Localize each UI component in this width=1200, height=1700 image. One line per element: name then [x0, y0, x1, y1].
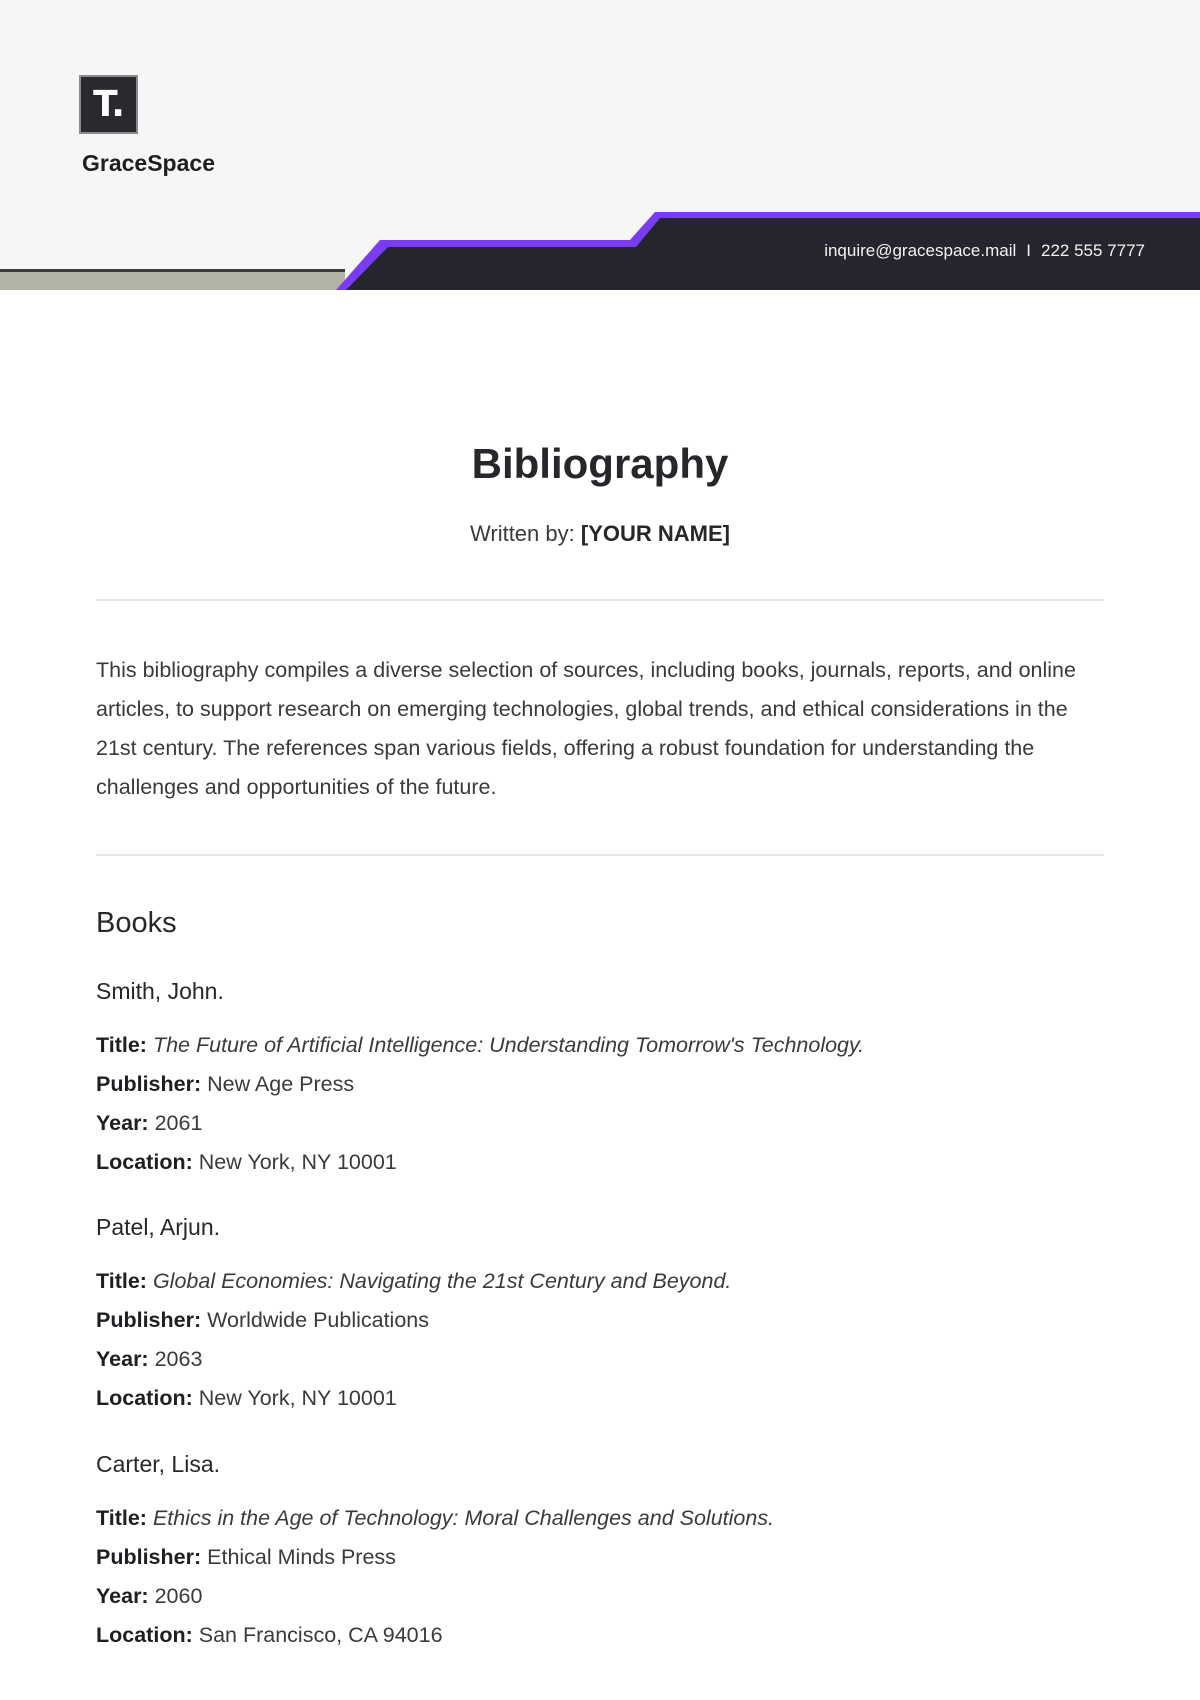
- book-year: 2060: [154, 1584, 203, 1608]
- section-title-books: Books: [96, 907, 177, 939]
- book-publisher-row: [96, 1301, 1104, 1340]
- book-location-row: [96, 1143, 1104, 1182]
- contact-email[interactable]: inquire@gracespace.mail: [824, 241, 1017, 260]
- book-location-row: [96, 1616, 1104, 1655]
- field-label-location: Location:: [96, 1623, 193, 1647]
- left-band-stripe: [0, 270, 345, 290]
- field-label-location: Location:: [96, 1150, 193, 1174]
- book-title: Global Economies: Navigating the 21st Century and Beyond.: [152, 1269, 732, 1293]
- book-year-row: [96, 1340, 1104, 1379]
- letterhead: [0, 0, 1200, 290]
- byline-name: [YOUR NAME]: [580, 521, 730, 546]
- field-label-title: Title:: [96, 1506, 147, 1530]
- field-label-year: Year:: [96, 1347, 149, 1371]
- book-location-row: [96, 1379, 1104, 1418]
- field-label-title: Title:: [96, 1269, 147, 1293]
- book-title-row: [96, 1262, 1104, 1301]
- book-entry: [96, 1449, 1104, 1655]
- book-title: Ethics in the Age of Technology: Moral Challenges and Solutions.: [152, 1506, 775, 1530]
- book-title: The Future of Artificial Intelligence: Understanding Tomorrow's Technology.: [152, 1033, 865, 1057]
- book-year-row: [96, 1104, 1104, 1143]
- company-logo: [79, 75, 138, 134]
- book-publisher: Ethical Minds Press: [207, 1545, 396, 1569]
- book-publisher-row: [96, 1538, 1104, 1577]
- field-label-title: Title:: [96, 1033, 147, 1057]
- field-label-year: Year:: [96, 1111, 149, 1135]
- book-entry: [96, 976, 1104, 1182]
- left-band-line: [0, 269, 345, 272]
- byline: [96, 521, 1104, 547]
- divider: [96, 854, 1104, 856]
- book-publisher: Worldwide Publications: [207, 1308, 430, 1332]
- book-location: San Francisco, CA 94016: [198, 1623, 443, 1647]
- book-author: Smith, John.: [96, 978, 224, 1004]
- book-entry: [96, 1212, 1104, 1418]
- field-label-publisher: Publisher:: [96, 1545, 202, 1569]
- book-publisher-row: [96, 1065, 1104, 1104]
- field-label-publisher: Publisher:: [96, 1308, 202, 1332]
- contact-separator: I: [1026, 241, 1031, 260]
- book-year: 2063: [154, 1347, 203, 1371]
- book-location: New York, NY 10001: [198, 1386, 397, 1410]
- book-publisher: New Age Press: [207, 1072, 355, 1096]
- book-author: Carter, Lisa.: [96, 1451, 220, 1477]
- book-location: New York, NY 10001: [198, 1150, 397, 1174]
- field-label-year: Year:: [96, 1584, 149, 1608]
- book-author: Patel, Arjun.: [96, 1214, 221, 1240]
- page-title: Bibliography: [471, 440, 729, 487]
- logo-mark: T.: [93, 83, 124, 125]
- company-name: GraceSpace: [82, 150, 215, 176]
- field-label-publisher: Publisher:: [96, 1072, 202, 1096]
- book-title-row: [96, 1499, 1104, 1538]
- book-title-row: [96, 1026, 1104, 1065]
- divider: [96, 599, 1104, 601]
- intro-paragraph: This bibliography compiles a diverse selection of sources, including books, journals, reports, and online articles, to support research on emerging technologies, global trends, and ethical considerations in the 21st century. The references span various fields, offering a robust foundation for understanding the challenges and opportunities of the future.: [96, 658, 1076, 799]
- book-year: 2061: [154, 1111, 203, 1135]
- contact-phone[interactable]: 222 555 7777: [1041, 241, 1145, 260]
- field-label-location: Location:: [96, 1386, 193, 1410]
- book-year-row: [96, 1577, 1104, 1616]
- byline-label: Written by:: [470, 521, 575, 546]
- contact-info: [824, 241, 1145, 261]
